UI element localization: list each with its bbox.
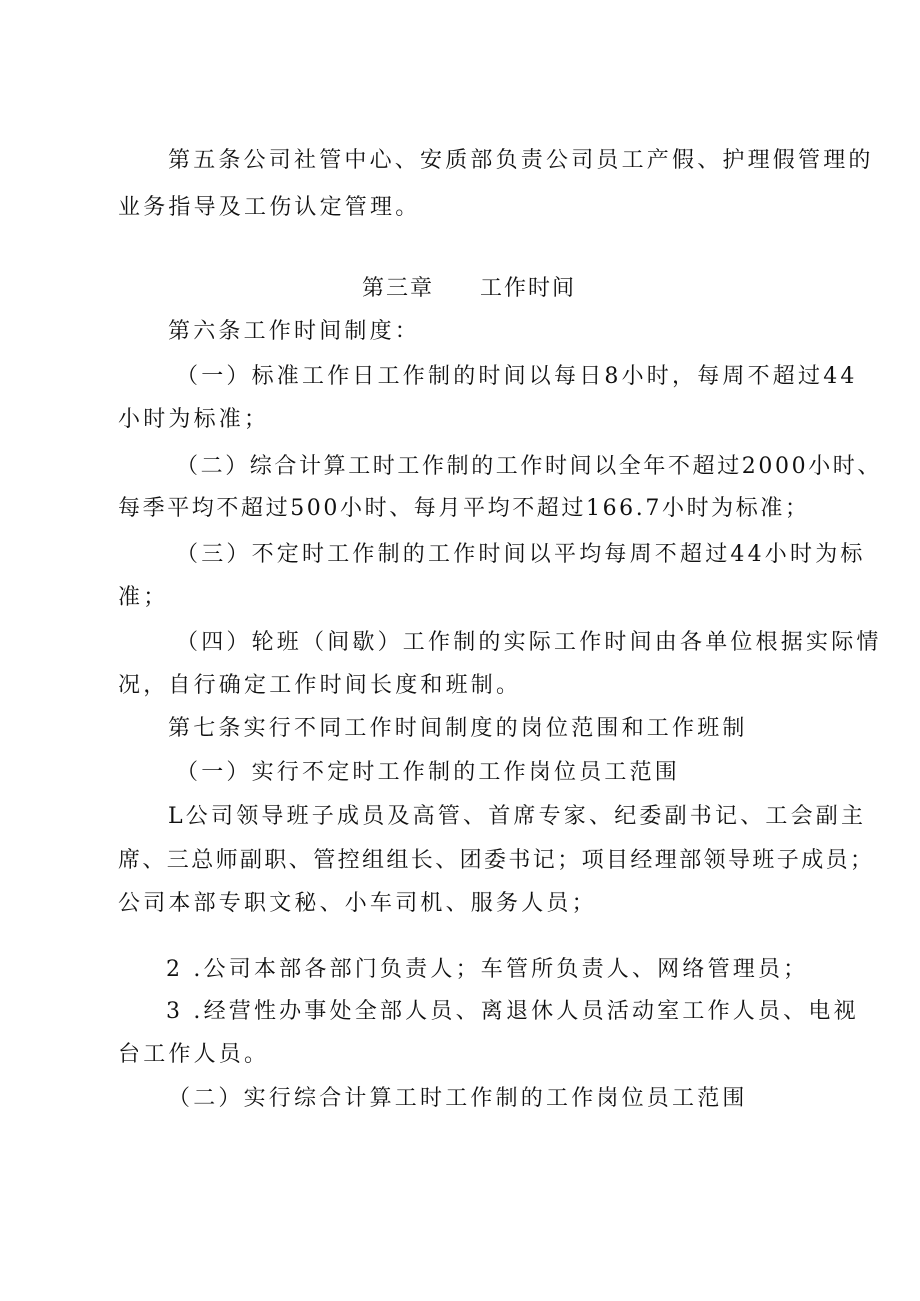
article-5-line-2: 业务指导及工伤认定管理。 — [118, 195, 421, 220]
chapter-name: 工作时间 — [480, 276, 577, 301]
sub-1-item-3-line-1: 3 .经营性办事处全部人员、离退休人员活动室工作人员、电视 — [166, 999, 859, 1024]
article-5-line-1: 第五条公司社管中心、安质部负责公司员工产假、护理假管理的 — [168, 148, 874, 173]
item-1-line-1: （一）标准工作日工作制的时间以每日8小时，每周不超过44 — [176, 364, 858, 389]
sub-1-heading: （一）实行不定时工作制的工作岗位员工范围 — [176, 760, 681, 785]
article-7-heading: 第七条实行不同工作时间制度的岗位范围和工作班制 — [168, 716, 748, 741]
item-4-line-2: 况，自行确定工作时间长度和班制。 — [118, 673, 522, 698]
sub-1-item-1-line-2: 席、三总师副职、管控组组长、团委书记；项目经理部领导班子成员； — [118, 848, 875, 873]
sub-2-heading: （二）实行综合计算工时工作制的工作岗位员工范围 — [168, 1086, 748, 1111]
sub-1-item-1-line-1: L公司领导班子成员及高管、首席专家、纪委副书记、工会副主 — [168, 804, 867, 829]
sub-1-item-2: 2 .公司本部各部门负责人；车管所负责人、网络管理员； — [166, 957, 809, 982]
article-6-heading: 第六条工作时间制度： — [168, 319, 421, 344]
item-2-line-1: （二）综合计算工时工作制的工作时间以全年不超过2000小时、 — [176, 454, 882, 479]
chapter-number: 第三章 — [362, 276, 435, 301]
item-1-line-2: 小时为标准； — [118, 407, 270, 432]
item-4-line-1: （四）轮班（间歇）工作制的实际工作时间由各单位根据实际情 — [176, 630, 882, 655]
item-2-line-2: 每季平均不超过500小时、每月平均不超过166.7小时为标准； — [118, 496, 810, 521]
sub-1-item-1-line-3: 公司本部专职文秘、小车司机、服务人员； — [118, 891, 597, 916]
sub-1-item-3-line-2: 台工作人员。 — [118, 1042, 270, 1067]
item-3-line-1: （三）不定时工作制的工作时间以平均每周不超过44小时为标 — [176, 542, 866, 567]
chapter-heading — [362, 274, 576, 304]
item-3-line-2: 准； — [118, 585, 169, 610]
